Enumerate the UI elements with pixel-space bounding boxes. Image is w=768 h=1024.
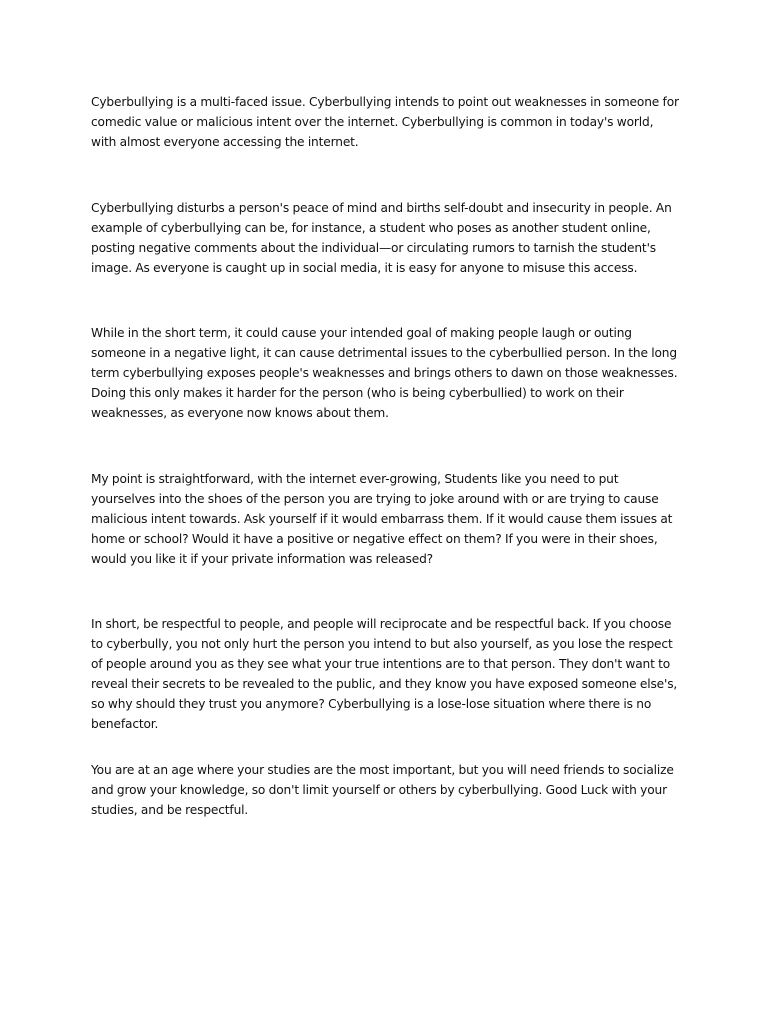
paragraph-4: My point is straightforward, with the internet ever-growing, Students like you need to put yourselves into the shoes of the person you are trying to joke around with or are trying to cause malicious intent towards. Ask yourself if it would embarrass them. If it would cause them issues at home or school? Would it have a positive or negative effect on them? If you were in their shoes, would you like it if your private information was released? (91, 472, 673, 567)
paragraph-3: While in the short term, it could cause your intended goal of making people laugh or outing someone in a negative light, it can cause detrimental issues to the cyberbullied person. In the long term cyberbullying exposes people's weaknesses and brings others to dawn on those weaknesses. Doing this only makes it harder for the person (who is being cyberbullied) to work on their weaknesses, as everyone now knows about them. (91, 326, 678, 421)
paragraph-5: In short, be respectful to people, and people will reciprocate and be respectful back. If you choose to cyberbully, you not only hurt the person you intend to but also yourself, as you lose the respect of people around you as they see what your true intentions are to that person. They don't want to reveal their secrets to be revealed to the public, and they know you have exposed someone else's, so why should they trust you anymore? Cyberbullying is a lose-lose situation where there is no benefactor. (91, 617, 678, 732)
paragraph-1: Cyberbullying is a multi-faced issue. Cyberbullying intends to point out weaknesses in someone for comedic value or malicious intent over the internet. Cyberbullying is common in today's world, with almost everyone accessing the internet. (91, 95, 679, 150)
paragraph-2: Cyberbullying disturbs a person's peace of mind and births self-doubt and insecurity in people. An example of cyberbullying can be, for instance, a student who poses as another student online, posting negative comments about the individual—or circulating rumors to tarnish the student's image. As everyone is caught up in social media, it is easy for anyone to misuse this access. (91, 201, 672, 276)
paragraph-6: You are at an age where your studies are the most important, but you will need friends to socialize and grow your knowledge, so don't limit yourself or others by cyberbullying. Good Luck with your studies, and be respectful. (91, 763, 674, 818)
